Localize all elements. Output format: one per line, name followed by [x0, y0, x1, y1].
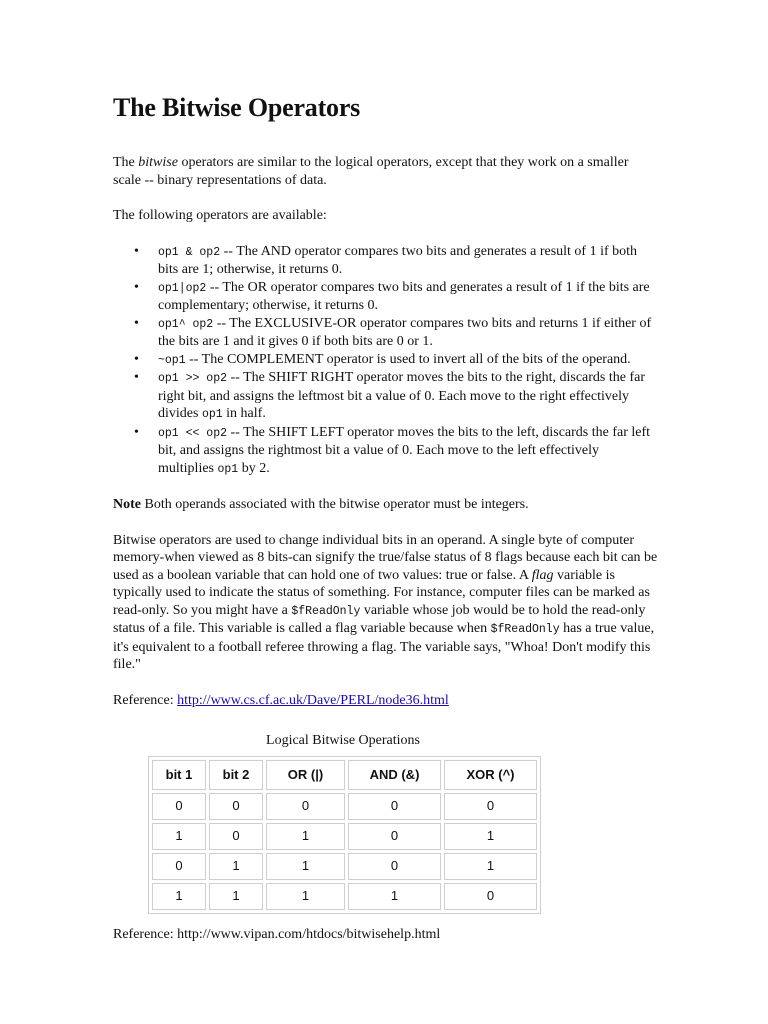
- table-cell: 0: [444, 883, 537, 910]
- table-row: [152, 823, 537, 850]
- note-paragraph: [113, 496, 658, 514]
- list-item: [134, 243, 658, 279]
- note-text: Both operands associated with the bitwise operator must be integers.: [141, 497, 529, 512]
- operator-desc: -- The SHIFT LEFT operator moves the bits to the left, discards the far left bit, and assigns the rightmost bit a value of 0. Each move to the left effectively multiplies: [158, 424, 651, 476]
- table-header-row: [152, 760, 537, 790]
- column-header: OR (|): [266, 760, 345, 790]
- table-row: [152, 853, 537, 880]
- table-cell: 1: [444, 853, 537, 880]
- explanation-part-2: variable is typically used to indicate the status of something. For instance, computer files can be marked as read-only. So you might have a: [113, 567, 650, 618]
- operator-inline-code: op1: [217, 462, 239, 476]
- table-cell: 0: [152, 853, 206, 880]
- explanation-part-3: variable whose job would be to hold the read-only status of a file. This variable is called a flag variable because when: [113, 602, 646, 636]
- operator-code: op1 << op2: [158, 426, 228, 440]
- operator-desc: -- The OR operator compares two bits and generates a result of 1 if the bits are complementary; otherwise, it returns 0.: [158, 279, 650, 313]
- table-cell: 1: [444, 823, 537, 850]
- table-cell: 0: [209, 793, 263, 820]
- operator-tail: in half.: [222, 406, 266, 421]
- table-cell: 0: [348, 823, 441, 850]
- note-label: Note: [113, 497, 141, 512]
- table-cell: 1: [152, 883, 206, 910]
- operator-code: op1^ op2: [158, 317, 214, 331]
- table-row: [152, 793, 537, 820]
- operator-list: [113, 243, 658, 479]
- freadonly-code: $fReadOnly: [291, 604, 361, 618]
- table-cell: 1: [266, 853, 345, 880]
- column-header: XOR (^): [444, 760, 537, 790]
- list-item: [134, 315, 658, 351]
- operator-code: op1 >> op2: [158, 372, 228, 385]
- bullet-icon: •: [134, 351, 139, 367]
- operator-code: op1|op2: [158, 281, 207, 295]
- explanation-part-1: Bitwise operators are used to change individual bits in an operand. A single byte of computer memory-when viewed as 8 bits-can signify the true/false status of 8 flags because each bit can be used as a boolean variable that can hold one of two values: true or false. A: [113, 532, 658, 583]
- table-cell: 1: [152, 823, 206, 850]
- bullet-icon: •: [134, 424, 139, 440]
- list-item: [134, 424, 658, 479]
- table-cell: 0: [266, 793, 345, 820]
- operator-desc: -- The AND operator compares two bits and generates a result of 1 if both bits are 1; otherwise, it returns 0.: [158, 243, 638, 277]
- operator-desc: -- The EXCLUSIVE-OR operator compares two bits and returns 1 if either of the bits are 1 and it gives 0 if both bits are 0 or 1.: [158, 315, 652, 349]
- table-row: [152, 883, 537, 910]
- table-cell: 1: [348, 883, 441, 910]
- intro-paragraph: [113, 154, 658, 189]
- available-text: The following operators are available:: [113, 208, 327, 223]
- bitwise-table: [148, 756, 541, 914]
- intro-emphasis: bitwise: [138, 155, 178, 170]
- operator-inline-code: op1: [201, 408, 223, 421]
- table-cell: 1: [266, 883, 345, 910]
- table-cell: 1: [209, 853, 263, 880]
- table-cell: 0: [209, 823, 263, 850]
- intro-pre: The: [113, 155, 139, 170]
- freadonly-code-2: $fReadOnly: [490, 623, 560, 636]
- operator-tail: by 2.: [238, 460, 270, 476]
- table-cell: 1: [209, 883, 263, 910]
- table-cell: 0: [152, 793, 206, 820]
- list-item: [134, 279, 658, 315]
- list-item: [134, 369, 658, 424]
- column-header: AND (&): [348, 760, 441, 790]
- column-header: bit 2: [209, 760, 263, 790]
- list-item: [134, 351, 658, 370]
- bullet-icon: •: [134, 315, 139, 331]
- reference-line-2: Reference: http://www.vipan.com/htdocs/bitwisehelp.html: [113, 926, 441, 942]
- table-cell: 0: [348, 793, 441, 820]
- table-cell: 0: [444, 793, 537, 820]
- column-header: bit 1: [152, 760, 206, 790]
- bullet-icon: •: [134, 370, 139, 385]
- table-cell: 0: [348, 853, 441, 880]
- reference-link[interactable]: http://www.cs.cf.ac.uk/Dave/PERL/node36.html: [177, 692, 449, 708]
- table-cell: 1: [266, 823, 345, 850]
- explanation-part-4: has a true value, it's equivalent to a football referee throwing a flag. The variable says, "Whoa! Don't modify this file.": [113, 621, 655, 672]
- flag-emphasis: flag: [531, 567, 554, 583]
- reference-label: Reference:: [113, 692, 178, 708]
- operator-code: op1 & op2: [158, 245, 221, 259]
- document-content: [113, 92, 658, 943]
- explanation-paragraph: [113, 532, 658, 674]
- bullet-icon: •: [134, 243, 139, 259]
- intro-post: operators are similar to the logical operators, except that they work on a smaller scale -- binary representations of data.: [113, 155, 629, 188]
- operator-desc: -- The SHIFT RIGHT operator moves the bits to the right, discards the far right bit, and assigns the leftmost bit a value of 0. Each move to the right effectively divides: [158, 370, 645, 421]
- table-caption: Logical Bitwise Operations: [266, 733, 420, 748]
- bullet-icon: •: [134, 279, 139, 295]
- page-title: The Bitwise Operators: [113, 93, 361, 122]
- operator-code: ~op1: [158, 353, 186, 367]
- reference-line: [113, 692, 658, 710]
- operator-desc: -- The COMPLEMENT operator is used to invert all of the bits of the operand.: [185, 351, 631, 367]
